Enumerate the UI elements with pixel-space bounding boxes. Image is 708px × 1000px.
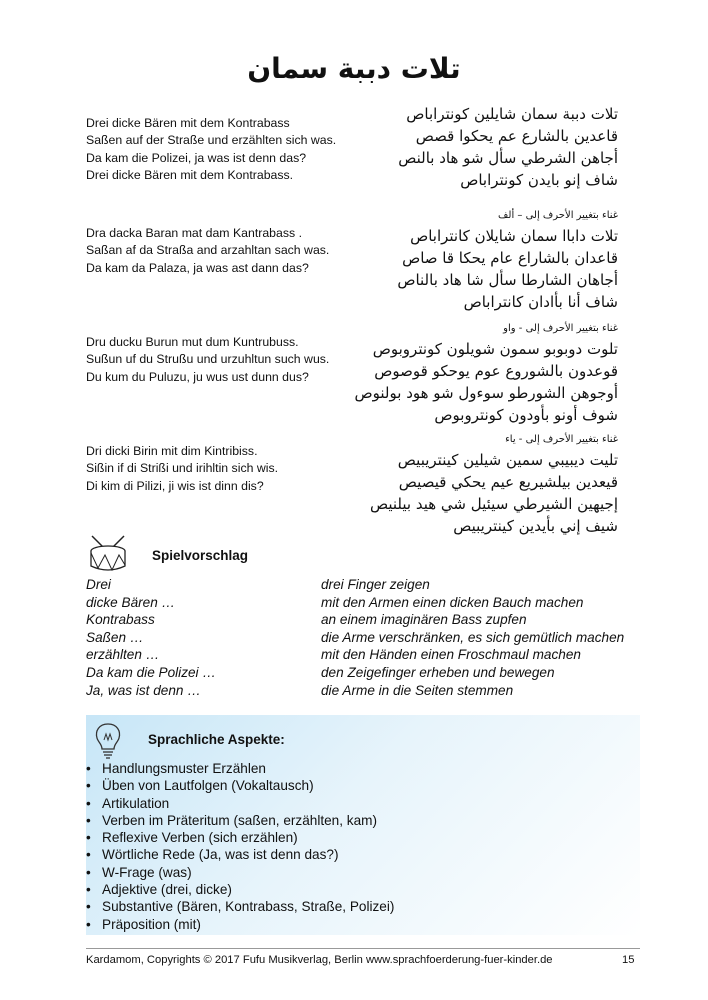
game-action: den Zeigefinger erheben und bewegen: [321, 664, 555, 680]
lightbulb-icon: [90, 720, 126, 760]
footer-divider: [86, 948, 640, 949]
game-table: [86, 576, 624, 699]
arabic-lyric-line: شاف أنا بأادان كانتراباص: [463, 293, 618, 311]
aspects-list: [86, 760, 394, 933]
game-row: [86, 594, 624, 612]
game-action: an einem imaginären Bass zupfen: [321, 612, 527, 628]
lyric-line: Di kim di Pilizi, ji wis ist dinn dis?: [86, 478, 264, 493]
arabic-lyric-line: شيف إني بأيدين كينتريبيص: [453, 517, 618, 535]
game-action: mit den Händen einen Froschmaul machen: [321, 647, 581, 663]
stanza-2-german: [86, 225, 329, 277]
game-row: [86, 682, 624, 700]
stanza-1-german: [86, 115, 336, 185]
lyric-line: Du kum du Puluzu, ju wus ust dunn dus?: [86, 369, 309, 384]
list-item: • Üben von Lautfolgen (Vokaltausch): [86, 777, 394, 794]
arabic-lyric-line: أجاهان الشارطا سأل شا هاد بالناص: [397, 271, 618, 289]
lyric-line: Da kam da Palaza, ja was ast dann das?: [86, 260, 309, 275]
page-number: 15: [622, 954, 635, 966]
list-item: • Präposition (mit): [86, 916, 394, 933]
game-action: die Arme in die Seiten stemmen: [321, 682, 514, 698]
lyric-line: Da kam die Polizei, ja was ist denn das?: [86, 150, 307, 165]
arabic-lyric-line: شوف أونو بأودون كونتروبوص: [434, 406, 618, 424]
list-item: • W-Frage (was): [86, 864, 394, 881]
arabic-lyric-line: قاعدين بالشارع عم يحكوا قصص: [415, 127, 618, 145]
arabic-lyric-line: أجاهن الشرطي سأل شو هاد بالنص: [398, 149, 618, 167]
list-item: • Handlungsmuster Erzählen: [86, 760, 394, 777]
game-word: dicke Bären …: [86, 594, 176, 610]
drum-icon: [86, 534, 130, 574]
list-item: • Artikulation: [86, 795, 394, 812]
game-row: [86, 576, 624, 594]
arabic-note: غناء بتغيير الأحرف إلى – ألف: [498, 210, 618, 221]
arabic-lyric-line: تلات داباا سمان شايلان كانتراباص: [410, 227, 618, 245]
lyric-line: Sußun uf du Strußu und urzuhltun such wus.: [86, 352, 330, 367]
list-item: • Adjektive (drei, dicke): [86, 881, 394, 898]
game-action: die Arme verschränken, es sich gemütlich machen: [321, 629, 625, 645]
stanza-4-arabic: [318, 433, 618, 537]
lyric-line: Dri dicki Birin mit dim Kintribiss.: [86, 444, 258, 458]
spielvorschlag-heading: Spielvorschlag: [152, 548, 249, 563]
lyric-line: Dra dacka Baran mat dam Kantrabass .: [86, 226, 302, 240]
game-row: [86, 664, 624, 682]
aspects-heading: Sprachliche Aspekte:: [148, 732, 285, 747]
game-word: erzählten …: [86, 647, 160, 663]
arabic-lyric-line: تليت ديبيبي سمين شيلين كينتريبيص: [397, 451, 618, 469]
lyric-line: Saßen auf der Straße und erzählten sich was.: [86, 133, 337, 148]
game-word: Da kam die Polizei …: [86, 664, 216, 680]
arabic-note: غناء بتغيير الأحرف إلى - ياء: [505, 434, 618, 445]
lyric-line: Dru ducku Burun mut dum Kuntrubuss.: [86, 335, 299, 349]
game-row: [86, 611, 624, 629]
list-item: • Reflexive Verben (sich erzählen): [86, 829, 394, 846]
arabic-lyric-line: إجيهين الشيرطي سيئيل شي هيد بيلنيص: [369, 495, 618, 513]
footer-copyright: Kardamom, Copyrights © 2017 Fufu Musikverlag, Berlin www.sprachfoerderung-fuer-kinder.de: [86, 954, 553, 966]
list-item: • Verben im Präteritum (saßen, erzählten, kam): [86, 812, 394, 829]
lyric-line: Drei dicke Bären mit dem Kontrabass: [86, 116, 290, 130]
game-row: [86, 646, 624, 664]
lyric-line: Saßan af da Straßa and arzahltan sach was.: [86, 243, 330, 258]
arabic-lyric-line: تلوت دوبوبو سمون شويلون كونتروبوص: [372, 340, 618, 358]
list-item: • Substantive (Bären, Kontrabass, Straße, Polizei): [86, 898, 394, 915]
arabic-lyric-line: تلات دببة سمان شايلين كونتراباص: [406, 105, 618, 123]
arabic-lyric-line: قيعدين بيلشيريع عيم يحكي قيصيص: [398, 473, 618, 491]
stanza-3-arabic: [318, 322, 618, 426]
stanza-4-german: [86, 443, 278, 495]
arabic-note: غناء بتغيير الأحرف إلى - واو: [503, 323, 618, 334]
game-word: Saßen …: [86, 629, 144, 645]
game-row: [86, 629, 624, 647]
page-title: تلات دببة سمان: [247, 52, 461, 85]
lyric-line: Sißin if di Strißi und irihltin sich wis.: [86, 461, 279, 476]
game-action: drei Finger zeigen: [321, 577, 430, 592]
game-word: Kontrabass: [86, 612, 155, 628]
game-action: mit den Armen einen dicken Bauch machen: [321, 594, 584, 610]
game-word: Drei: [86, 577, 111, 592]
stanza-3-german: [86, 334, 329, 386]
arabic-lyric-line: أوجوهن الشورطو سوءول شو هود بولنوص: [354, 384, 618, 402]
game-word: Ja, was ist denn …: [86, 682, 201, 698]
arabic-lyric-line: شاف إنو بايدن كونتراباص: [460, 171, 618, 189]
arabic-lyric-line: قوعدون بالشوروع عوم يوحكو قوصوص: [374, 362, 618, 380]
stanza-2-arabic: [318, 209, 618, 313]
arabic-lyric-line: قاعدان بالشاراع عام يحكا قا صاص: [402, 249, 618, 267]
list-item: • Wörtliche Rede (Ja, was ist denn das?): [86, 846, 394, 863]
stanza-1-arabic: [318, 103, 618, 191]
lyric-line: Drei dicke Bären mit dem Kontrabass.: [86, 168, 294, 183]
